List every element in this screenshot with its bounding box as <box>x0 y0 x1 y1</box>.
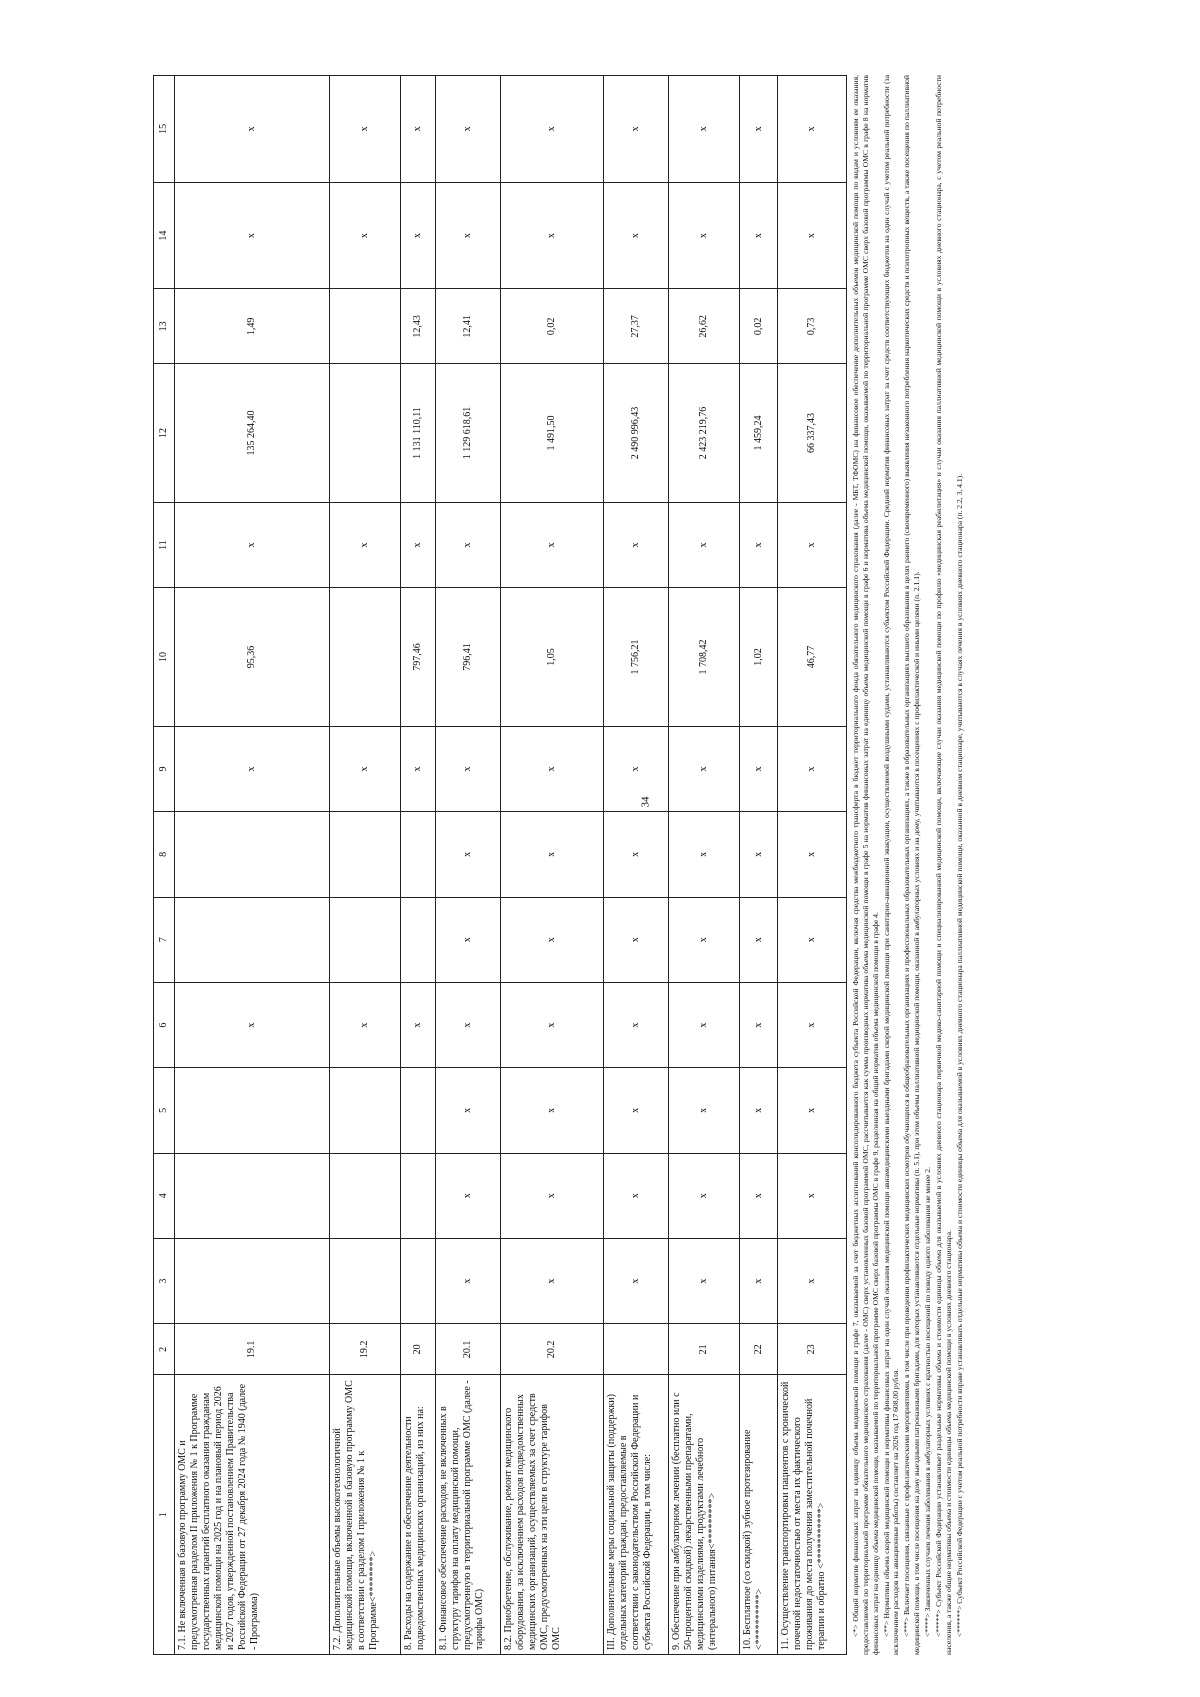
table-row <box>175 76 330 1655</box>
footnote: <*> Общий норматив финансовых затрат на единицу объема медицинской помощи в графе 7, оказываемой за счет бюджетных ассигнований консолидированного бюджета субъекта Российской Федерации, включая средства межбюджетного трансферта в бюджет территориального фонда обязательного медицинского страхования (далее - МБТ, ТФОМС) на финансовое обеспечение дополнительных объемов медицинской помощи по видам и условиям ее оказания, предоставляемой по территориальной программе обязательного медицинского страхования (далее - ОМС) сверх установленных базовой программой ОМС, рассчитывается как сумма производных норматива объема медицинской помощи в графе 5 на норматив финансовых затрат на единицу объема медицинской помощи в графе 6 и норматива объема медицинской помощи, оказываемой по территориальной программе ОМС сверх базовой программы ОМС в графе 8 на норматив финансовых затрат на единицу объема медицинской помощи, оказываемой по территориальной программе ОМС сверх базовой программы ОМС в графе 9, разделенная на общий норматив объема медицинской помощи в графе 4. <box>851 75 880 1655</box>
table-cell: 0,02 <box>740 289 778 364</box>
table-cell <box>401 897 436 982</box>
footnote: <****> Законченных случаев лечения заболевания в амбулаторных условиях с кратностью посещений по поводу одного заболевания не менее 2. <box>923 1167 933 1637</box>
row-code: 19.1 <box>175 1324 330 1375</box>
table-cell <box>330 588 401 727</box>
table-cell: х <box>669 1153 740 1238</box>
column-header: 11 <box>154 502 175 587</box>
column-header: 10 <box>154 588 175 727</box>
table-cell <box>330 897 401 982</box>
table-cell: х <box>436 502 501 587</box>
table-row <box>401 76 436 1655</box>
table-cell: х <box>740 726 778 811</box>
row-code: 21 <box>669 1324 740 1375</box>
table-cell: х <box>501 897 604 982</box>
table-cell: 1 756,21 <box>604 588 669 727</box>
table-cell: 26,62 <box>669 289 740 364</box>
table-cell: 66 337,43 <box>778 364 847 503</box>
table-cell: х <box>330 182 401 289</box>
table-cell: 0,73 <box>778 289 847 364</box>
table-cell: х <box>740 1238 778 1323</box>
column-header: 4 <box>154 1153 175 1238</box>
table-cell: х <box>401 982 436 1067</box>
table-cell <box>330 364 401 503</box>
table-cell: х <box>436 812 501 897</box>
row-code <box>604 1324 669 1375</box>
row-name: 10. Бесплатное (со скидкой) зубное протезирование <**********> <box>740 1375 778 1655</box>
table-cell: х <box>604 812 669 897</box>
table-cell: х <box>778 982 847 1067</box>
table-cell: 1 491,50 <box>501 364 604 503</box>
table-cell: х <box>604 897 669 982</box>
table-row <box>330 76 401 1655</box>
table-cell: 27,37 <box>604 289 669 364</box>
table-cell <box>175 897 330 982</box>
column-number-row <box>154 76 175 1655</box>
table-cell: х <box>669 812 740 897</box>
table-cell: х <box>669 1238 740 1323</box>
table-cell: х <box>778 76 847 183</box>
table-cell: 1,02 <box>740 588 778 727</box>
table-cell: х <box>436 1153 501 1238</box>
row-name: 7.2. Дополнительные объемы высокотехнологичной медицинской помощи, включенной в базовую программу ОМС в соответствии с разделом I приложения № 1 к Программе<********> <box>330 1375 401 1655</box>
table-cell: х <box>330 726 401 811</box>
column-header: 3 <box>154 1238 175 1323</box>
table-cell: х <box>175 182 330 289</box>
table-cell: х <box>604 1068 669 1153</box>
table-cell: х <box>436 982 501 1067</box>
column-header: 1 <box>154 1375 175 1655</box>
table-cell: х <box>740 76 778 183</box>
table-cell: х <box>778 1068 847 1153</box>
table-cell: х <box>330 502 401 587</box>
table-cell: х <box>175 726 330 811</box>
table-row <box>436 76 501 1655</box>
table-cell <box>330 812 401 897</box>
table-cell: х <box>501 812 604 897</box>
page-number: 34 <box>639 796 652 808</box>
table-cell: 12,43 <box>401 289 436 364</box>
table-cell: 1 459,24 <box>740 364 778 503</box>
table-cell <box>330 1153 401 1238</box>
table-row <box>778 76 847 1655</box>
table-row <box>604 76 669 1655</box>
table-cell: х <box>778 812 847 897</box>
table-cell: х <box>604 502 669 587</box>
row-code: 19.2 <box>330 1324 401 1375</box>
table-cell: х <box>778 897 847 982</box>
table-cell: х <box>604 76 669 183</box>
table-cell <box>401 1068 436 1153</box>
row-code: 20 <box>401 1324 436 1375</box>
row-code: 20.2 <box>501 1324 604 1375</box>
table-cell: х <box>740 812 778 897</box>
table-cell <box>330 1238 401 1323</box>
table-row <box>669 76 740 1655</box>
table-cell: 2 423 219,76 <box>669 364 740 503</box>
table-cell: х <box>778 502 847 587</box>
table-cell: х <box>501 1068 604 1153</box>
column-header: 2 <box>154 1324 175 1375</box>
row-name: 9. Обеспечение при амбулаторном лечении (бесплатно или с 50-процентной скидкой) лекарственными препаратами, медицинскими изделиями, продуктами лечебного (энтерального) питания<*********> <box>669 1375 740 1655</box>
table-cell: х <box>740 1068 778 1153</box>
table-cell: х <box>501 1153 604 1238</box>
table-cell: х <box>740 502 778 587</box>
table-cell: х <box>175 982 330 1067</box>
table-cell: х <box>778 1153 847 1238</box>
table-cell: 12,41 <box>436 289 501 364</box>
column-header: 6 <box>154 982 175 1067</box>
table-cell: х <box>740 182 778 289</box>
table-cell <box>330 289 401 364</box>
table-cell <box>401 1153 436 1238</box>
table-cell <box>330 1068 401 1153</box>
table-cell: х <box>436 182 501 289</box>
footnote: <******> Субъект Российской Федерации с учетом реальной потребности вправе устанавливать отдельные нормативы объема и стоимости единицы объема для оказываемой в условиях дневного стационара паллиативной медицинской помощи, оказанной в дневном стационаре, учитываются в случаях лечения в условиях дневного стационара (п. 2.2, 3, 4.1). <box>954 473 964 1637</box>
table-cell: х <box>175 502 330 587</box>
table-cell: х <box>669 182 740 289</box>
table-cell: х <box>501 182 604 289</box>
table-cell: х <box>669 1068 740 1153</box>
table-cell: х <box>175 76 330 183</box>
column-header: 12 <box>154 364 175 503</box>
table-cell: х <box>401 726 436 811</box>
table-cell: х <box>436 1238 501 1323</box>
table-cell: 1 131 110,11 <box>401 364 436 503</box>
table-cell: х <box>740 1153 778 1238</box>
column-header: 7 <box>154 897 175 982</box>
table-cell: 797,46 <box>401 588 436 727</box>
table-cell: 1 708,42 <box>669 588 740 727</box>
footnote: <*****> Субъект Российской Федерации устанавливает раздельные нормативы объема и стоимости единицы объема для оказываемой в условиях дневного стационара первичной медико-санитарной помощи и специализированной медицинской помощи, включающие случаи оказания медицинской помощи по профилю «медицинская реабилитация» и случаи оказания паллиативной медицинской помощи в условиях дневного стационара, с учетом реальной потребности населения, а также общие нормативы объема и стоимости единицы объема медицинской помощи в условиях дневного стационара. <box>933 75 953 1655</box>
table-row <box>740 76 778 1655</box>
table-cell: х <box>501 76 604 183</box>
table-cell <box>175 1238 330 1323</box>
table-cell: х <box>604 1238 669 1323</box>
table-cell: х <box>501 1238 604 1323</box>
footnote: <**> Нормативы объема скорой медицинской помощи и нормативы финансовых затрат на один случай оказания медицинской помощи авиамедицинскими выездными бригадами скорой медицинской помощи при санитарно-авиационной эвакуации, осуществляемой воздушными судами, устанавливаются субъектом Российской Федерации. Средний норматив финансовых затрат за счет средств соответствующих бюджетов на один случай с учетом реальной потребности (за исключением расходов на авиационные работы) составляет на 2026 год 17 608,00 рубля. <box>881 75 901 1655</box>
table-cell <box>401 812 436 897</box>
column-header: 14 <box>154 182 175 289</box>
table-cell <box>175 1068 330 1153</box>
row-name: 8. Расходы на содержание и обеспечение деятельности подведомственных медицинских организаций, из них на: <box>401 1375 436 1655</box>
table-cell <box>401 1238 436 1323</box>
table-cell: х <box>669 76 740 183</box>
table-cell: х <box>401 182 436 289</box>
row-name: 8.2. Приобретение, обслуживание, ремонт медицинского оборудования, за исключением расходов подведомственных медицинских организаций, осуществляемых за счет средств ОМС, предусмотренных на эти цели в структуре тарифов ОМС <box>501 1375 604 1655</box>
table-cell: х <box>436 76 501 183</box>
table-cell: 46,77 <box>778 588 847 727</box>
table-cell: 1,49 <box>175 289 330 364</box>
table-cell <box>175 1153 330 1238</box>
table-row <box>501 76 604 1655</box>
table-cell: х <box>669 502 740 587</box>
table-cell: х <box>401 76 436 183</box>
table-cell: х <box>778 726 847 811</box>
table-cell: х <box>501 726 604 811</box>
table-cell: х <box>604 182 669 289</box>
row-code: 23 <box>778 1324 847 1375</box>
funding-table <box>153 75 847 1655</box>
table-cell: х <box>778 1238 847 1323</box>
row-code: 20.1 <box>436 1324 501 1375</box>
table-cell: х <box>436 897 501 982</box>
column-header: 9 <box>154 726 175 811</box>
row-name: 11. Осуществление транспортировки пациентов с хронической почечной недостаточностью от места их фактического проживания до места получения заместительной почечной терапии и обратно <***********> <box>778 1375 847 1655</box>
footnote: <***> Включает посещения, связанные с профилактическими мероприятиями, в том числе при проведении профилактических медицинских осмотров обучающихся в общеобразовательных организациях и профессиональных образовательных организациях, а также в образовательных организациях высшего образования в целях раннего (своевременного) выявления незаконного потребления наркотических средств и психотропных веществ, а также посещения по паллиативной медицинской помощи, в том числе посещения на дому выездными патронажными бригадами, для которых устанавливаются отдельные нормативы (п. 5.1), при этом объемы паллиативной медицинской помощи, оказанной в амбулаторных условиях и на дому, учитываются в посещениях с профилактической и иными целями (п. 2.1.1). <box>902 75 922 1655</box>
rotated-page-content <box>153 75 985 1655</box>
table-cell: 135 264,40 <box>175 364 330 503</box>
table-cell: 2 490 996,43 <box>604 364 669 503</box>
table-cell: х <box>401 502 436 587</box>
column-header: 13 <box>154 289 175 364</box>
table-cell: х <box>604 726 669 811</box>
table-cell: х <box>778 182 847 289</box>
table-cell: 0,02 <box>501 289 604 364</box>
column-header: 15 <box>154 76 175 183</box>
column-header: 5 <box>154 1068 175 1153</box>
row-name: III. Дополнительные меры социальной защиты (поддержки) отдельных категорий граждан, предоставляемые в соответствии с законодательством Российской Федерации и субъекта Российской Федерации, в том числе: <box>604 1375 669 1655</box>
table-cell: х <box>330 982 401 1067</box>
table-cell: х <box>740 982 778 1067</box>
table-cell: х <box>501 982 604 1067</box>
column-header: 8 <box>154 812 175 897</box>
table-cell: х <box>740 897 778 982</box>
table-cell <box>175 812 330 897</box>
table-cell: х <box>604 1153 669 1238</box>
row-code: 22 <box>740 1324 778 1375</box>
table-cell: х <box>604 982 669 1067</box>
table-cell: х <box>669 726 740 811</box>
row-name: 7.1. Не включенная в базовую программу ОМС и предусмотренная разделом II приложения № 1 к Программе государственных гарантий бесплатного оказания гражданам медицинской помощи на 2025 год и на плановый период 2026 и 2027 годов, утвержденной постановлением Правительства Российской Федерации от 27 декабря 2024 года № 1940 (далее - Программа) <box>175 1375 330 1655</box>
table-cell: 1,05 <box>501 588 604 727</box>
table-cell: х <box>330 76 401 183</box>
table-cell: х <box>669 982 740 1067</box>
table-cell: 1 129 618,61 <box>436 364 501 503</box>
footnotes <box>851 75 964 1655</box>
table-cell: 796,41 <box>436 588 501 727</box>
table-cell: х <box>501 502 604 587</box>
row-name: 8.1. Финансовое обеспечение расходов, не включенных в структуру тарифов на оплату медицинской помощи, предусмотренную в территориальной программе ОМС (далее - тарифы ОМС) <box>436 1375 501 1655</box>
table-cell: 95,36 <box>175 588 330 727</box>
table-cell: х <box>436 726 501 811</box>
table-cell: х <box>669 897 740 982</box>
table-cell: х <box>436 1068 501 1153</box>
